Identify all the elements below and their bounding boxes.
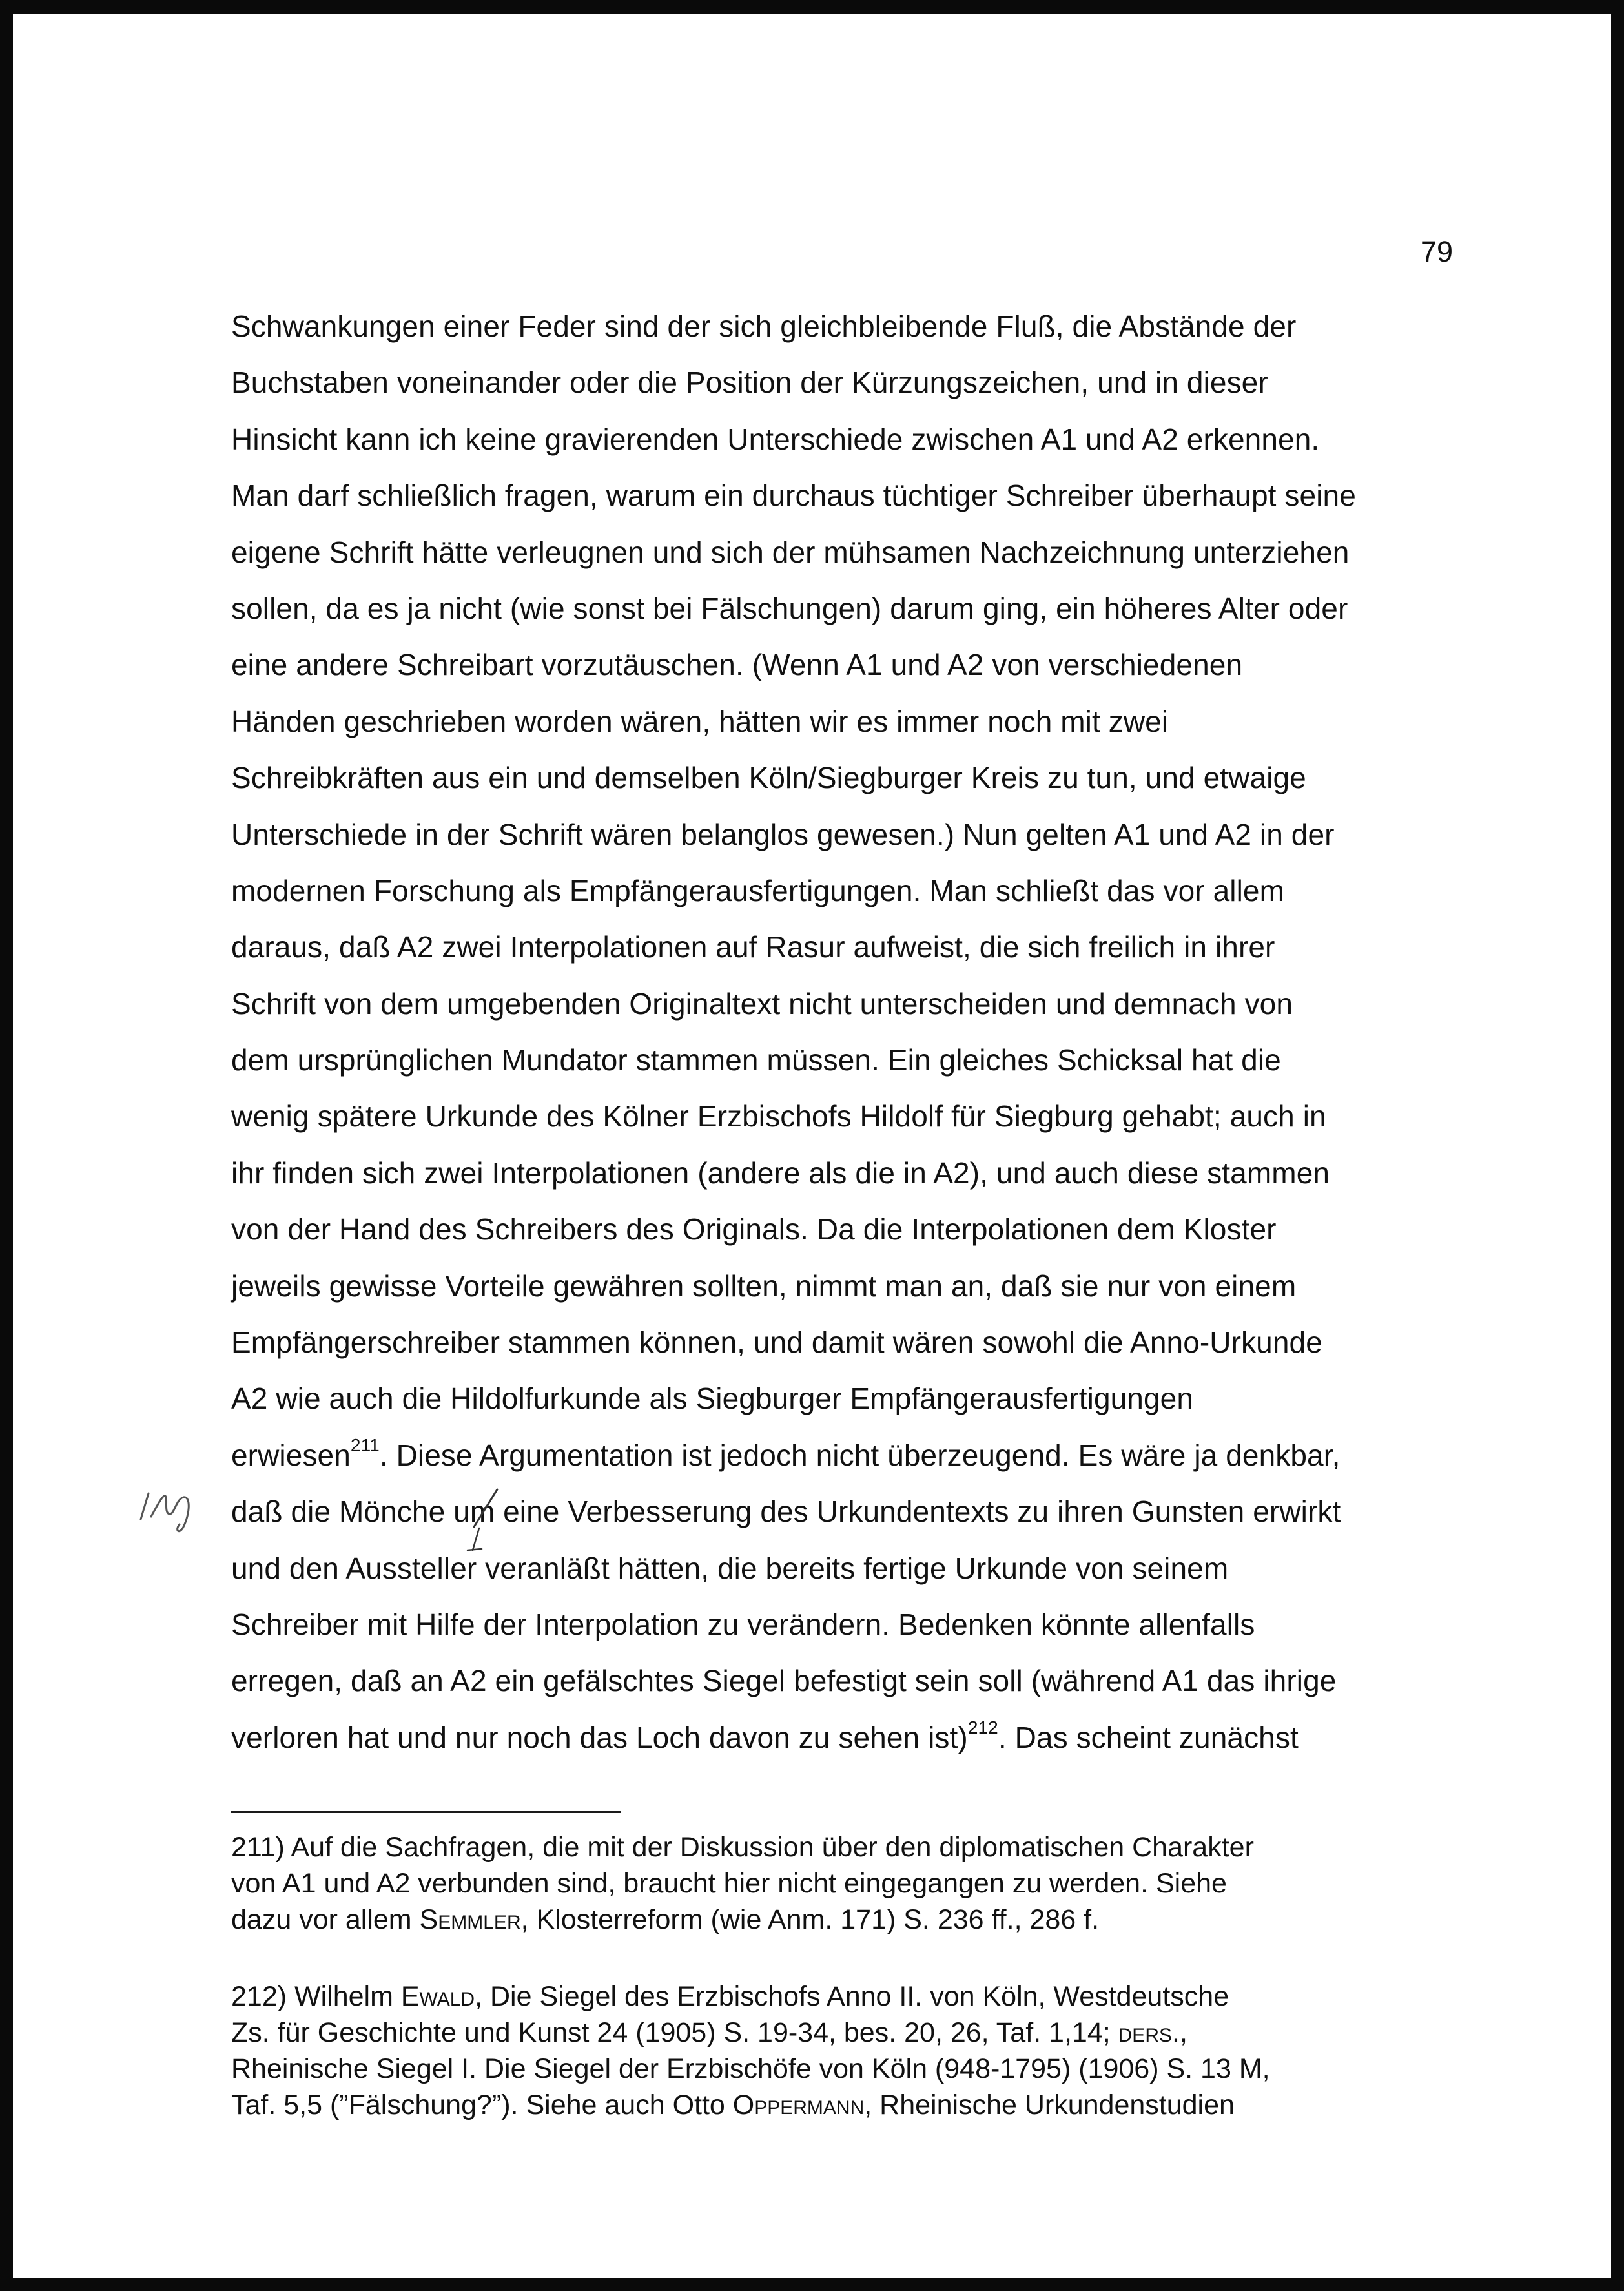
footnote-line: 211) Auf die Sachfragen, die mit der Diskussion über den diplomatischen Charakter (231, 1832, 1254, 1863)
pencil-correction-mark-icon (465, 1486, 504, 1557)
footnote-text: Taf. 5,5 (”Fälschung?”). Siehe auch Otto (231, 2089, 733, 2120)
pencil-margin-mark-icon (129, 1482, 200, 1540)
body-line: sollen, da es ja nicht (wie sonst bei Fälschungen) darum ging, ein höheres Alter oder (231, 591, 1348, 625)
author-name: Ewald (400, 1981, 475, 2012)
body-line: eine andere Schreibart vorzutäuschen. (Wenn A1 und A2 von verschiedenen (231, 648, 1243, 682)
footnote-line (231, 2015, 1452, 2051)
footnote-line: von A1 und A2 verbunden sind, braucht hier nicht eingegangen zu werden. Siehe (231, 1868, 1227, 1899)
footnote-text: 212) Wilhelm (231, 1981, 401, 2012)
body-line: wenig spätere Urkunde des Kölner Erzbischofs Hildolf für Siegburg gehabt; auch in (231, 1099, 1326, 1134)
footnote-text: dazu vor allem (231, 1904, 420, 1935)
body-line (231, 1710, 1452, 1766)
body-line: daß die Mönche um eine Verbesserung des Urkundentexts zu ihren Gunsten erwirkt (231, 1495, 1341, 1529)
footnote-text: , Rheinische Urkundenstudien (864, 2089, 1235, 2120)
body-line: ihr finden sich zwei Interpolationen (andere als die in A2), und auch diese stammen (231, 1156, 1330, 1190)
body-line: von der Hand des Schreibers des Originals. Da die Interpolationen dem Kloster (231, 1212, 1277, 1247)
body-line: Schreiber mit Hilfe der Interpolation zu verändern. Bedenken könnte allenfalls (231, 1607, 1255, 1641)
body-text-span: . Das scheint zunächst (998, 1720, 1299, 1754)
body-line (231, 1427, 1452, 1484)
page-number: 79 (1420, 235, 1453, 268)
body-line: erregen, daß an A2 ein gefälschtes Siegel befestigt sein soll (während A1 das ihrige (231, 1664, 1337, 1698)
body-text-span: . Diese Argumentation ist jedoch nicht überzeugend. Es wäre ja denkbar, (379, 1438, 1341, 1472)
body-line: Schreibkräften aus ein und demselben Köln/Siegburger Kreis zu tun, und etwaige (231, 761, 1306, 795)
footnote-ref-211[interactable]: 211 (350, 1435, 380, 1455)
body-text-span: verloren hat und nur noch das Loch davon zu sehen ist) (231, 1720, 968, 1754)
body-line: modernen Forschung als Empfängerausfertigungen. Man schließt das vor allem (231, 873, 1285, 907)
body-line: daraus, daß A2 zwei Interpolationen auf Rasur aufweist, die sich freilich in ihrer (231, 930, 1275, 964)
footnote-line: Rheinische Siegel I. Die Siegel der Erzbischöfe von Köln (948-1795) (1906) S. 13 M, (231, 2053, 1270, 2084)
body-line: Buchstaben voneinander oder die Position der Kürzungszeichen, und in dieser (231, 366, 1268, 400)
author-name: ders (1118, 2017, 1172, 2048)
footnote-text: , Klosterreform (wie Anm. 171) S. 236 ff., 286 f. (520, 1904, 1100, 1935)
body-line: Man darf schließlich fragen, warum ein durchaus tüchtiger Schreiber überhaupt seine (231, 479, 1356, 513)
footnote-line (231, 1978, 1452, 2015)
body-line: A2 wie auch die Hildolfurkunde als Siegburger Empfängerausfertigungen (231, 1382, 1194, 1416)
body-line: Händen geschrieben worden wären, hätten wir es immer noch mit zwei (231, 704, 1169, 738)
body-line: Schrift von dem umgebenden Originaltext nicht unterscheiden und demnach von (231, 986, 1293, 1021)
author-name: Semmler (419, 1904, 521, 1935)
body-line: dem ursprünglichen Mundator stammen müssen. Ein gleiches Schicksal hat die (231, 1043, 1281, 1077)
footnote-separator (231, 1811, 621, 1813)
footnote-line (231, 1902, 1452, 1938)
body-line: und den Aussteller veranläßt hätten, die bereits fertige Urkunde von seinem (231, 1551, 1229, 1585)
footnote-ref-212[interactable]: 212 (967, 1717, 998, 1737)
footnote-text: ., (1172, 2017, 1187, 2048)
body-text-span: erwiesen (231, 1438, 351, 1472)
body-text (231, 298, 1452, 1766)
body-line: jeweils gewisse Vorteile gewähren sollten, nimmt man an, daß sie nur von einem (231, 1269, 1297, 1303)
footnote-211 (231, 1829, 1452, 1938)
footnote-text: , Die Siegel des Erzbischofs Anno II. von Köln, Westdeutsche (475, 1981, 1229, 2012)
footnote-text: Zs. für Geschichte und Kunst 24 (1905) S. 19-34, bes. 20, 26, Taf. 1,14; (231, 2017, 1118, 2048)
footnote-line (231, 2087, 1452, 2123)
author-name: Oppermann (732, 2089, 865, 2120)
body-line: Schwankungen einer Feder sind der sich gleichbleibende Fluß, die Abstände der (231, 309, 1297, 343)
body-line: eigene Schrift hätte verleugnen und sich der mühsamen Nachzeichnung unterziehen (231, 535, 1350, 569)
footnote-212 (231, 1978, 1452, 2123)
body-line: Unterschiede in der Schrift wären belanglos gewesen.) Nun gelten A1 und A2 in der (231, 817, 1335, 851)
body-line: Hinsicht kann ich keine gravierenden Unterschiede zwischen A1 und A2 erkennen. (231, 422, 1320, 456)
body-line: Empfängerschreiber stammen können, und damit wären sowohl die Anno-Urkunde (231, 1325, 1322, 1360)
